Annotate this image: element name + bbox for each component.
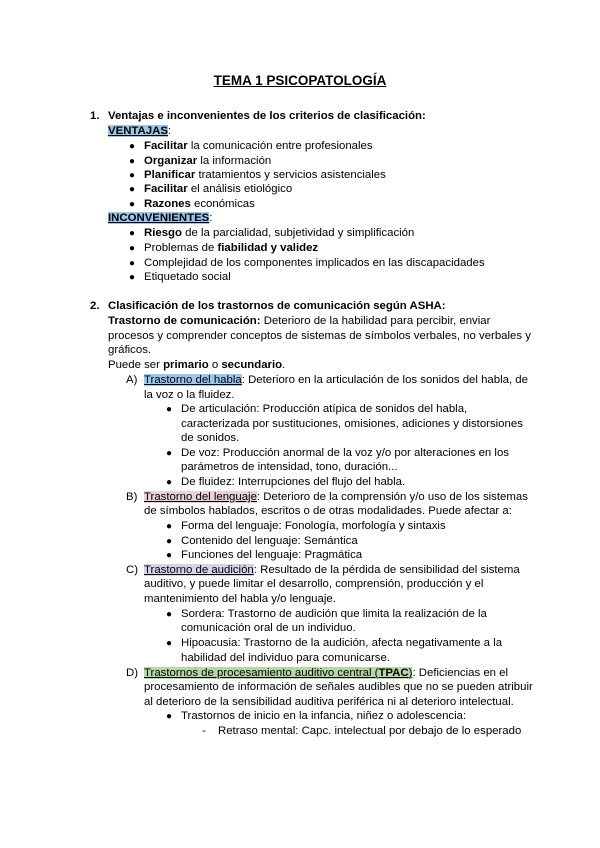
puede-ser-line: Puede ser primario o secundario. <box>108 359 286 371</box>
bullet-icon: ● <box>166 711 173 722</box>
definition-line-1: Trastorno de comunicación: Deterioro de la habilidad para percibir, enviar <box>108 315 491 327</box>
section-2-heading: Clasificación de los trastornos de comunicación según ASHA: <box>108 300 446 312</box>
bullet-icon: ● <box>166 536 173 547</box>
inconvenientes-item: Complejidad de los componentes implicados en las discapacidades <box>144 257 485 269</box>
inconvenientes-item: Problemas de fiabilidad y validez <box>144 242 319 254</box>
page-title: TEMA 1 PSICOPATOLOGÍA <box>213 73 387 88</box>
item-letter-b: B) <box>126 491 138 503</box>
ventajas-label: VENTAJAS <box>108 125 168 137</box>
habla-sub-item: parámetros de intensidad, tono, duración... <box>181 461 398 473</box>
ventajas-label-line: VENTAJAS: <box>108 125 172 137</box>
item-letter-a: A) <box>126 374 138 386</box>
inconvenientes-label-line: INCONVENIENTES: <box>108 212 213 224</box>
trastorno-audicion-line-3: mantenimiento del habla y/o lenguaje. <box>144 593 336 605</box>
tpac-line-3: al deterioro de la sensibilidad auditiva periférica ni al deterioro intelectual. <box>144 696 514 708</box>
definition-line-2: procesos y comprender conceptos de sistemas de símbolos verbales, no verbales y <box>108 330 531 342</box>
definition-line-3: gráficos. <box>108 344 152 356</box>
lenguaje-sub-item: Funciones del lenguaje: Pragmática <box>181 549 363 561</box>
trastorno-habla-label: Trastorno del habla <box>144 374 242 386</box>
dash-marker: - <box>202 725 206 737</box>
habla-sub-item: caracterizada por sustituciones, omisiones, adiciones y distorsiones <box>181 418 523 430</box>
audicion-sub-item: Hipoacusia: Trastorno de la audición, afecta negativamente a la <box>181 637 503 649</box>
ventajas-item: Facilitar el análisis etiológico <box>144 183 293 195</box>
audicion-sub-item: habilidad del individuo para comunicarse. <box>181 652 390 664</box>
ventajas-item: Razones económicas <box>144 198 255 210</box>
audicion-sub-item: Sordera: Trastorno de audición que limita la realización de la <box>181 608 487 620</box>
inconvenientes-item: Etiquetado social <box>144 271 231 283</box>
bullet-icon: ● <box>129 272 136 283</box>
ventajas-item: Planificar tratamientos y servicios asistenciales <box>144 169 386 181</box>
bullet-icon: ● <box>166 477 173 488</box>
bullet-icon: ● <box>166 609 173 620</box>
trastorno-habla-line-2: la voz o la fluidez. <box>144 389 235 401</box>
habla-sub-item: De articulación: Producción atípica de sonidos del habla, <box>181 403 468 415</box>
ventajas-item: Facilitar la comunicación entre profesionales <box>144 140 373 152</box>
audicion-sub-item: comunicación oral de un individuo. <box>181 622 356 634</box>
bullet-icon: ● <box>166 550 173 561</box>
bullet-icon: ● <box>166 404 173 415</box>
bullet-icon: ● <box>166 448 173 459</box>
habla-sub-item: de sonidos. <box>181 432 240 444</box>
item-letter-d: D) <box>126 667 139 679</box>
tpac-sub-sub-item: Retraso mental: Capc. intelectual por debajo de lo esperado <box>218 725 522 737</box>
section-2-number: 2. <box>90 300 100 312</box>
section-1-heading: Ventajas e inconvenientes de los criterios de clasificación: <box>108 110 426 122</box>
bullet-icon: ● <box>129 184 136 195</box>
inconvenientes-label: INCONVENIENTES <box>108 212 210 224</box>
trastorno-lenguaje-line-1: Trastorno del lenguaje: Deterioro de la comprensión y/o uso de los sistemas <box>144 491 528 503</box>
lenguaje-sub-item: Forma del lenguaje: Fonología, morfología y sintaxis <box>181 520 446 532</box>
bullet-icon: ● <box>129 141 136 152</box>
habla-sub-item: De voz: Producción anormal de la voz y/o por alteraciones en los <box>181 447 509 459</box>
tpac-line-2: procesamiento de información de señales audibles que no se pueden atribuir <box>144 681 533 693</box>
bullet-icon: ● <box>166 521 173 532</box>
tpac-line-1: Trastornos de procesamiento auditivo central (TPAC): Deficiencias en el <box>144 667 509 679</box>
tpac-sub-item: Trastornos de inicio en la infancia, niñez o adolescencia: <box>181 710 467 722</box>
habla-sub-item: De fluidez: Interrupciones del flujo del habla. <box>181 476 406 488</box>
trastorno-audicion-line-1: Trastorno de audición: Resultado de la pérdida de sensibilidad del sistema <box>144 564 520 576</box>
bullet-icon: ● <box>129 170 136 181</box>
bullet-icon: ● <box>129 199 136 210</box>
trastorno-audicion-line-2: auditivo, y puede limitar el desarrollo, comprensión, producción y el <box>144 578 484 590</box>
tpac-label: Trastornos de procesamiento auditivo central (TPAC) <box>144 667 413 679</box>
inconvenientes-item: Riesgo de la parcialidad, subjetividad y simplificación <box>144 227 415 239</box>
bullet-icon: ● <box>166 638 173 649</box>
bullet-icon: ● <box>129 228 136 239</box>
bullet-icon: ● <box>129 258 136 269</box>
trastorno-audicion-label: Trastorno de audición <box>144 564 254 576</box>
ventajas-item: Organizar la información <box>144 155 272 167</box>
bullet-icon: ● <box>129 156 136 167</box>
trastorno-lenguaje-label: Trastorno del lenguaje <box>144 491 257 503</box>
bullet-icon: ● <box>129 243 136 254</box>
lenguaje-sub-item: Contenido del lenguaje: Semántica <box>181 535 358 547</box>
trastorno-habla-line-1: Trastorno del habla: Deterioro en la articulación de los sonidos del habla, de <box>144 374 528 386</box>
section-1-number: 1. <box>90 110 100 122</box>
trastorno-lenguaje-line-2: de símbolos hablados, escritos o de otras modalidades. Puede afectar a: <box>144 505 512 517</box>
item-letter-c: C) <box>126 564 139 576</box>
